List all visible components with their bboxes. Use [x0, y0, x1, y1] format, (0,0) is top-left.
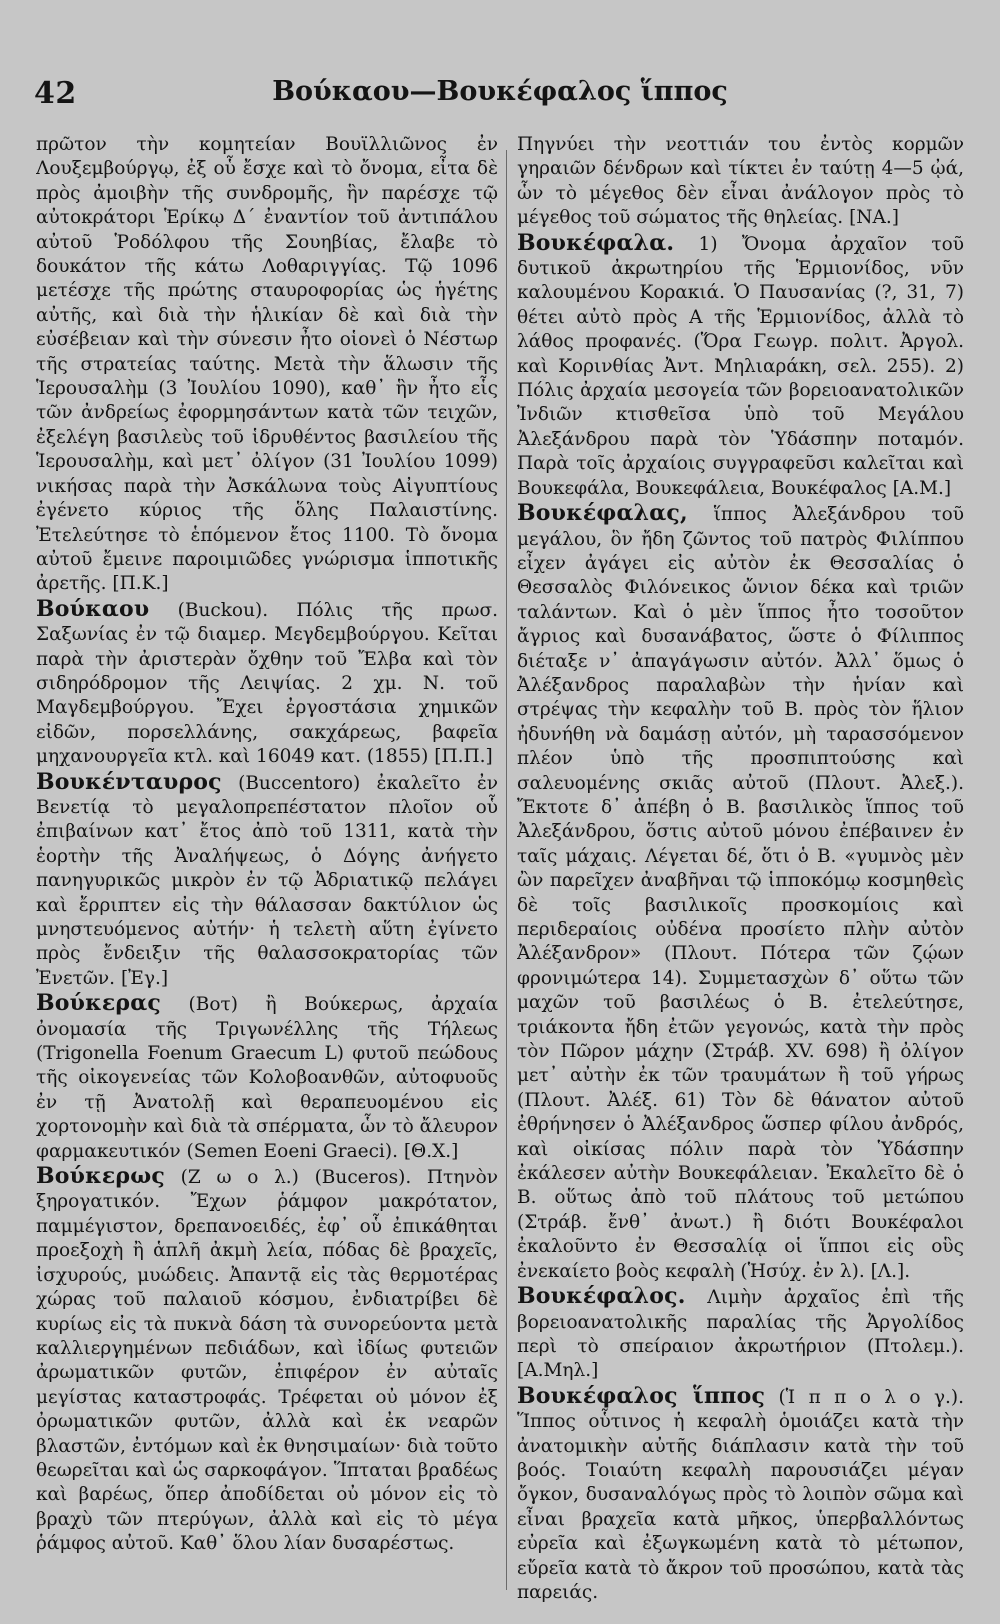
left-column — [36, 133, 498, 1611]
entry-text: (Buckou). Πόλις τῆς πρωσ. Σαξωνίας ἐν τῷ διαμερ. Μεγδεμβούργου. Κεῖται παρὰ τὴν ἀριστερὰν ὄχθην τοῦ Ἔλβα καὶ τὸν σιδηρόδρομον τῆς Λειψίας. 2 χμ. Ν. τοῦ Μαγδεμβούργου. Ἔχει ἐργοστάσια χημικῶν εἰδῶν, πορσελλάνης, σακχάρεως, βαφεῖα μηχανουργεῖα κτλ. καὶ 16049 κατ. (1855) [Π.Π.] — [36, 599, 498, 768]
entry-text: (Ἱ π π ο λ ο γ.). Ἵππος οὗτινος ἡ κεφαλὴ ὁμοιάζει κατὰ τὴν ἀνατομικὴν αὐτῆς διάπλασιν κατὰ τὴν τοῦ βοός. Τοιαύτη κεφαλὴ παρουσιάζει μέγαν ὄγκον, δυσαναλόγως πρὸς τὸ λοιπὸν σῶμα καὶ εἶναι βραχεῖα κατὰ μῆκος, ὑπερβαλλόντως εὐρεῖα καὶ ἐξωγκωμένη κατὰ τὸ μέτωπον, εὔρεῖα κατὰ τὸ ἄκρον τοῦ προσώπου, κατὰ τὰς παρειάς. — [517, 1386, 964, 1603]
entry-text: (Βοτ) ἢ Βούκερως, ἀρχαία ὀνομασία τῆς Τριγωνέλλης τῆς Τήλεως (Trigonella Foenum Graecum L) φυτοῦ πεώδους τῆς οἰκογενείας τῶν Κολοβοανθῶν, αὐτοφυοῦς ἐν τῇ Ἀνατολῇ καὶ θεραπευομένου εἰς χορτονομὴν καὶ διὰ τὰ σπέρματα, ὧν τὸ ἄλευρον φαρμακευτικόν (Semen Eoeni Graeci). [Θ.Χ.] — [36, 994, 498, 1162]
page-number: 42 — [34, 76, 77, 111]
entry-lemma: Βουκέφαλας, — [517, 500, 688, 527]
entry-boukephalas — [517, 501, 964, 1284]
entry-lemma: Βουκένταυρος — [36, 768, 222, 795]
entry-boukeras — [36, 991, 498, 1164]
entry-boukeros — [36, 1164, 498, 1557]
page-header — [30, 76, 970, 122]
entry-text: (Ζ ω ο λ.) (Buceros). Πτηνὸν ξηρογατικόν. Ἔχων ῥάμφον μακρότατον, παμμέγιστον, δρεπανοειδές, ἐφ᾽ οὗ ἐπικάθηται προεξοχὴ ἢ ἁπλῆ ἀκμὴ λεία, πόδας δὲ βραχεῖς, ἰσχυρούς, μυώδεις. Ἀπαντᾷ εἰς τὰς θερμοτέρας χώρας τοῦ παλαιοῦ κόσμου, ἐνδιατρίβει δὲ κυρίως εἰς τὰ πυκνὰ δάση τὰ συνορεύοντα μετὰ καλλιεργημένων πεδιάδων, καὶ ἰδίως φυτειῶν ἀρωματικῶν φυτῶν, ἐπιφέρον ἐν αὐταῖς μεγίστας καταστροφάς. Τρέφεται οὐ μόνον ἐξ ὀρωματικῶν φυτῶν, ἀλλὰ καὶ ἐκ νεαρῶν βλαστῶν, ἐντόμων καὶ ἐκ θνησιμαίων· διὰ τοῦτο θεωρεῖται καὶ ὡς σαρκοφάγον. Ἵπταται βραδέως καὶ βαρέως, ὅπερ ἀποδίδεται οὐ μόνον εἰς τὸ βραχὺ τῶν πτερύγων, ἀλλὰ καὶ εἰς τὸ μέγα ῥάμφος αὐτοῦ. Καθ᾽ ὅλου λίαν δυσαρέστως. — [36, 1167, 498, 1555]
entry-lemma: Βουκέφαλος. — [517, 1283, 686, 1310]
entry-lemma: Βουκέφαλα. — [517, 229, 675, 256]
entry-text: Λιμὴν ἀρχαῖος ἐπὶ τῆς βορειοανατολικῆς παραλίας τῆς Ἀργολίδος περὶ τὸ σπείραιον ἀκρωτήριον (Πτολεμ.). [Α.Μηλ.] — [517, 1287, 964, 1382]
entry-boukephalos — [517, 1284, 964, 1384]
entry-continuation — [517, 133, 964, 231]
entry-boukephalos-hippos — [517, 1384, 964, 1606]
entry-boukephala — [517, 231, 964, 501]
entry-lemma: Βουκέφαλος ἵππος — [517, 1382, 766, 1409]
entry-lemma: Βούκερως — [36, 1163, 165, 1190]
column-divider — [506, 150, 507, 1590]
entry-boukentauros — [36, 770, 498, 992]
right-column — [517, 133, 964, 1611]
entry-lemma: Βούκαου — [36, 595, 150, 622]
entry-text: 1) Ὄνομα ἀρχαῖον τοῦ δυτικοῦ ἀκρωτηρίου τῆς Ἑρμιονίδος, νῦν καλουμένου Κορακιά. Ὁ Παυσανίας (?, 31, 7) θέτει αὐτὸ πρὸς Α τῆς Ἑρμιονίδος, ἀλλὰ τὸ λάθος προφανές. (Ὅρα Γεωγρ. πολιτ. Ἀργολ. καὶ Κορινθίας Ἀντ. Μηλιαράκη, σελ. 255). 2) Πόλις ἀρχαία μεσογεία τῶν βορειοανατολικῶν Ἰνδιῶν κτισθεῖσα ὑπὸ τοῦ Μεγάλου Ἀλεξάνδρου παρὰ τὸν Ὑδάσπην ποταμόν. Παρὰ τοῖς ἀρχαίοις συγγραφεῦσι καλεῖται καὶ Βουκεφάλα, Βουκεφάλεια, Βουκέφαλος [Α.Μ.] — [517, 233, 964, 499]
entry-boukaou — [36, 597, 498, 770]
entry-text: πρῶτον τὴν κομητείαν Βουϊλλιῶνος ἐν Λουξεμβούργῳ, ἐξ οὗ ἔσχε καὶ τὸ ὄνομα, εἶτα δὲ πρὸς ἀμοιβὴν τῆς συνδρομῆς, ἣν παρέσχε τῷ αὐτοκράτορι Ἑρίκῳ Δ΄ ἐναντίον τοῦ ἀντιπάλου αὐτοῦ Ῥοδόλφου τῆς Σουηβίας, ἔλαβε τὸ δουκάτον τῆς κάτω Λοθαριγγίας. Τῷ 1096 μετέσχε τῆς πρώτης σταυροφορίας ὡς ἡγέτης αὐτῆς, καὶ διὰ τὴν ἡλικίαν δὲ καὶ διὰ τὴν εὐσέβειαν καὶ τὴν σύνεσιν ἦτο οἱονεὶ ὁ Νέστωρ τῆς στρατείας ταύτης. Μετὰ τὴν ἅλωσιν τῆς Ἱερουσαλὴμ (3 Ἰουλίου 1090), καθ᾽ ἣν ἦτο εἷς τῶν ἀνδρείως ἐφορμησάντων κατὰ τῶν τειχῶν, ἐξελέγη βασιλεὺς τοῦ ἱδρυθέντος βασιλείου τῆς Ἱερουσαλὴμ, καὶ μετ᾽ ὀλίγον (31 Ἰουλίου 1099) νικήσας παρὰ τὴν Ἀσκάλωνα τοὺς Αἰγυπτίους ἐγένετο κύριος τῆς ὅλης Παλαιστίνης. Ἐτελεύτησε τὸ ἑπόμενον ἔτος 1100. Τὸ ὄνομα αὐτοῦ ἔμεινε παροιμιῶδες γνώρισμα ἱπποτικῆς ἀρετῆς. [Π.Κ.] — [36, 134, 498, 595]
entry-text: ἵππος Ἀλεξάνδρου τοῦ μεγάλου, ὃν ἤδη ζῶντος τοῦ πατρὸς Φιλίππου εἶχεν ἀγάγει εἰς αὐτὸν ἐκ Θεσσαλίας ὁ Θεσσαλὸς Φιλόνεικος ὤνιον δέκα καὶ τριῶν ταλάντων. Καὶ ὁ μὲν ἵππος ἦτο τοσοῦτον ἄγριος καὶ δυσανάβατος, ὥστε ὁ Φίλιππος διέταξε ν᾽ ἀπαγάγωσιν αὐτόν. Ἀλλ᾽ ὅμως ὁ Ἀλέξανδρος παραλαβὼν τὴν ἡνίαν καὶ στρέψας τὴν κεφαλὴν τοῦ Β. πρὸς τὸν ἥλιον ἠδυνήθη νὰ δαμάσῃ αὐτόν, μὴ ταρασσόμενον πλέον ὑπὸ τῆς προσπιπτούσης καὶ σαλευομένης σκιᾶς αὐτοῦ (Πλουτ. Ἀλεξ.). Ἔκτοτε δ᾽ ἀπέβη ὁ Β. βασιλικὸς ἵππος τοῦ Ἀλεξάνδρου, ὅστις αὐτοῦ μόνου ἐπέβαινεν ἐν ταῖς μάχαις. Λέγεται δέ, ὅτι ὁ Β. «γυμνὸς μὲν ὢν παρεῖχεν ἀναβῆναι τῷ ἱπποκόμῳ κοσμηθεὶς δὲ τοῖς βασιλικοῖς προσκομίοις καὶ περιδεραίοις οὐδένα προσίετο πλὴν αὐτὸν Ἀλέξανδρον» (Πλουτ. Πότερα τῶν ζῴων φρονιμώτερα 14). Συμμετασχὼν δ᾽ οὕτω τῶν μαχῶν τοῦ βασιλέως ὁ Β. ἐτελεύτησε, τριάκοντα ἤδη ἐτῶν γεγονώς, κατὰ τὴν πρὸς τὸν Πῶρον μάχην (Στράβ. XV. 698) ἢ ὀλίγον μετ᾽ αὐτὴν ἐκ τῶν τραυμάτων ἢ τοῦ γήρως (Πλουτ. Ἀλέξ. 61) Τὸν δὲ θάνατον αὐτοῦ ἐθρήνησεν ὁ Ἀλέξανδρος ὥσπερ φίλου ἀνδρός, καὶ οἰκίσας πόλιν παρὰ τὸν Ὑδάσπην ἐκάλεσεν αὐτὴν Βουκεφάλειαν. Ἐκαλεῖτο δὲ ὁ Β. οὕτως ἀπὸ τοῦ πλάτους τοῦ μετώπου (Στράβ. ἔνθ᾽ ἀνωτ.) ἢ διότι Βουκέφαλοι ἐκαλοῦντο ἐν Θεσσαλίᾳ οἱ ἵπποι εἰς οὓς ἐνεκαίετο βοὸς κεφαλὴ (Ἡσύχ. ἐν λ). [Λ.]. — [517, 504, 964, 1282]
entry-text: (Buccentoro) ἐκαλεῖτο ἐν Βενετίᾳ τὸ μεγαλοπρεπέστατον πλοῖον οὗ ἐπιβαίνων κατ᾽ ἔτος ἀπὸ τοῦ 1311, κατὰ τὴν ἑορτὴν τῆς Ἀναλήψεως, ὁ Δόγης ἀνήγετο πανηγυρικῶς μικρὸν ἐν τῷ Ἀδριατικῷ πελάγει καὶ ἔρριπτεν εἰς τὴν θάλασσαν δακτύλιον ὡς μνηστευόμενος αὐτήν· ἡ τελετὴ αὕτη ἐγίνετο πρὸς ἔνδειξιν τῆς θαλασσοκρατορίας τῶν Ἐνετῶν. [Ἐγ.] — [36, 772, 498, 989]
running-title: Βούκαου—Βουκέφαλος ἵππος — [272, 76, 728, 107]
entry-continuation — [36, 133, 498, 597]
entry-text: Πηγνύει τὴν νεοττιάν του ἐντὸς κορμῶν γηραιῶν δένδρων καὶ τίκτει ἐν ταύτῃ 4—5 ᾠά, ὧν τὸ μέγεθος δὲν εἶναι ἀνάλογον πρὸς τὸ μέγεθος τοῦ σώματος τῆς θηλείας. [ΝΑ.] — [517, 134, 964, 229]
entry-lemma: Βούκερας — [36, 990, 161, 1017]
